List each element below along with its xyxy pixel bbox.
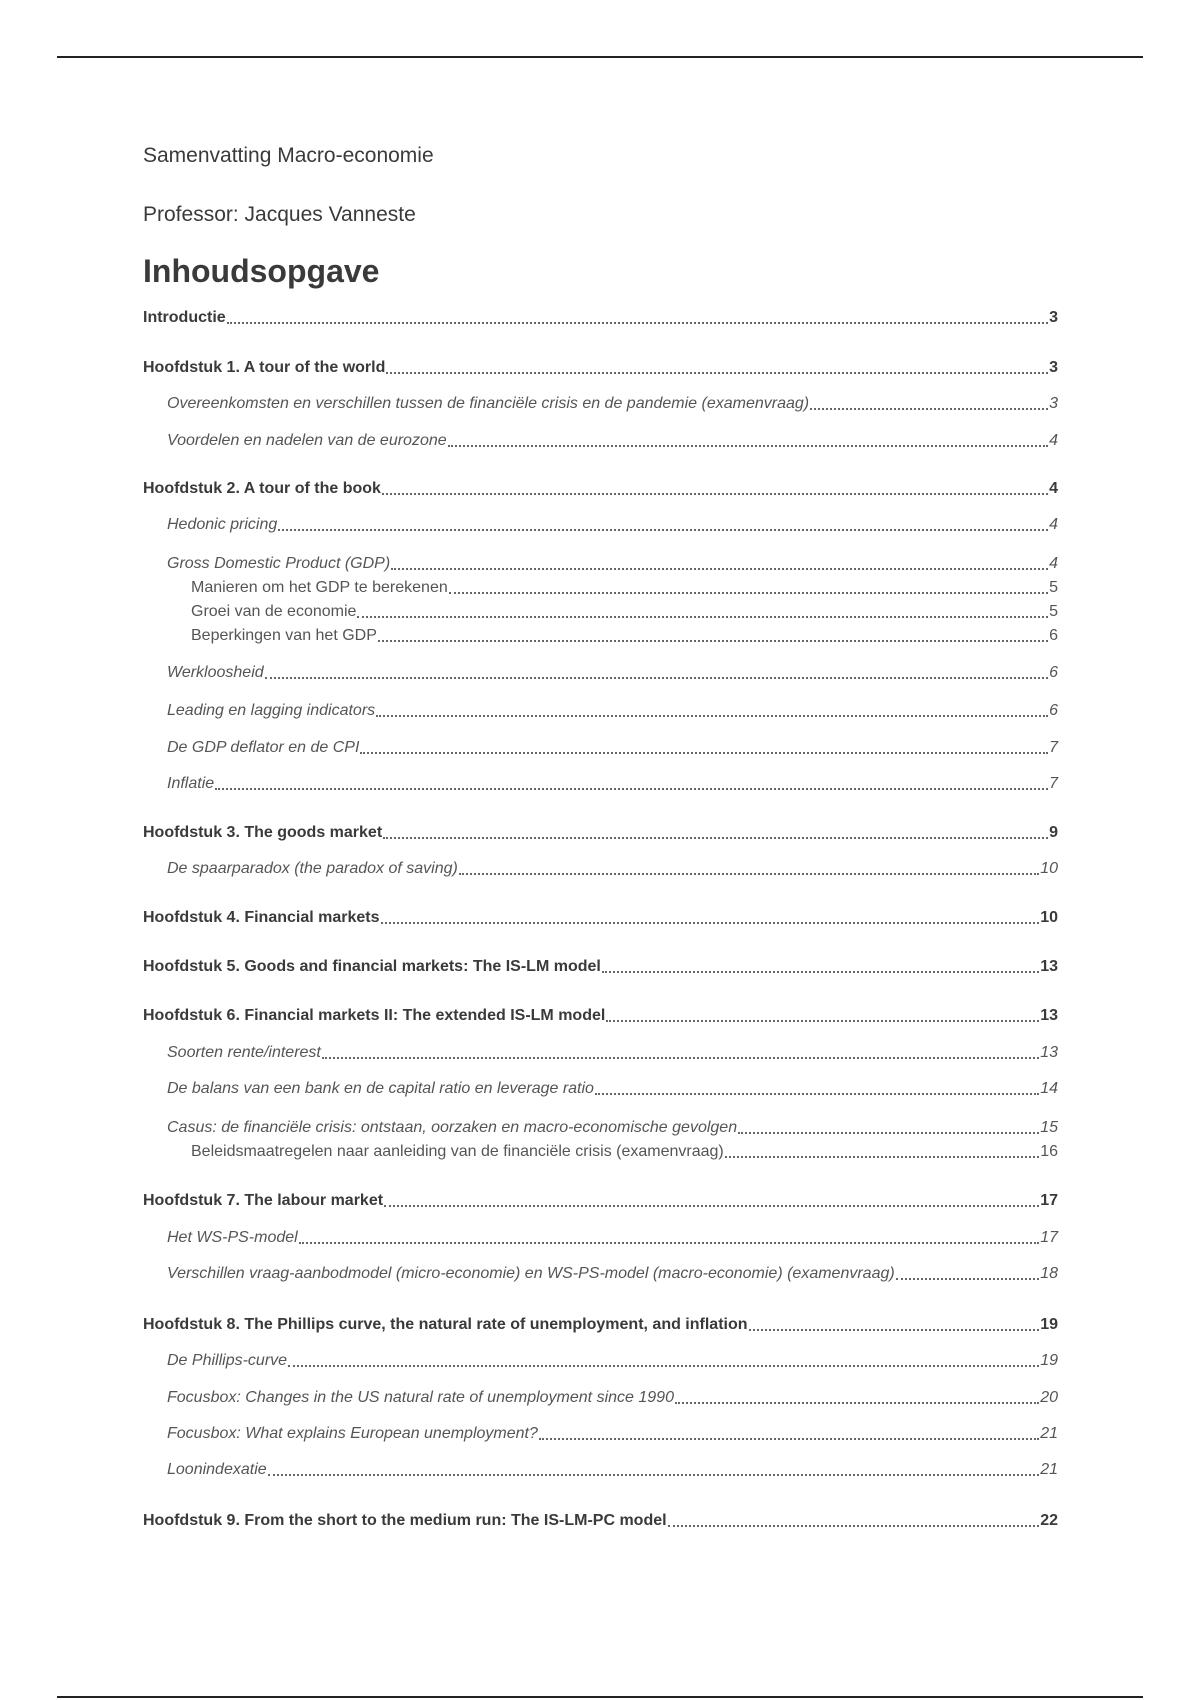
toc-entry-page-number: 22 [1040, 1512, 1058, 1529]
toc-entry[interactable] [167, 1227, 1058, 1249]
toc-entry[interactable] [167, 773, 1058, 795]
toc-dot-leader [448, 444, 1048, 447]
toc-entry-page-number: 7 [1049, 739, 1058, 756]
toc-dot-leader [378, 639, 1048, 642]
toc-entry-title: Soorten rente/interest [167, 1044, 321, 1061]
toc-dot-leader [725, 1155, 1039, 1158]
toc-entry[interactable] [143, 1005, 1058, 1027]
toc-entry-page-number: 7 [1049, 775, 1058, 792]
toc-entry-page-number: 6 [1049, 627, 1058, 644]
toc-entry-title: De balans van een bank en de capital ratio en leverage ratio [167, 1080, 594, 1097]
toc-entry[interactable] [191, 625, 1058, 647]
toc-entry-title: Hedonic pricing [167, 516, 278, 533]
toc-dot-leader [265, 676, 1048, 679]
toc-dot-leader [539, 1437, 1039, 1440]
toc-entry-title: Verschillen vraag-aanbodmodel (micro-economie) en WS-PS-model (macro-economie) (examenvraag) [167, 1265, 895, 1282]
toc-entry-title: Hoofdstuk 3. The goods market [143, 824, 383, 841]
toc-dot-leader [381, 921, 1040, 924]
toc-entry-page-number: 13 [1040, 1044, 1058, 1061]
toc-entry-title: Voordelen en nadelen van de eurozone [167, 432, 447, 449]
toc-entry[interactable] [167, 858, 1058, 880]
toc-entry-page-number: 6 [1049, 702, 1058, 719]
toc-dot-leader [738, 1131, 1039, 1134]
toc-entry-title: Casus: de financiële crisis: ontstaan, oorzaken en macro-economische gevolgen [167, 1119, 738, 1136]
toc-entry[interactable] [191, 1141, 1058, 1163]
toc-entry-title: Beleidsmaatregelen naar aanleiding van de financiële crisis (examenvraag) [191, 1143, 724, 1160]
toc-dot-leader [288, 1364, 1039, 1367]
toc-entry-page-number: 17 [1040, 1229, 1058, 1246]
toc-dot-leader [383, 836, 1048, 839]
toc-entry-page-number: 3 [1049, 359, 1058, 376]
toc-dot-leader [386, 371, 1048, 374]
toc-entry-title: Hoofdstuk 1. A tour of the world [143, 359, 386, 376]
toc-dot-leader [382, 492, 1048, 495]
toc-entry-page-number: 21 [1040, 1461, 1058, 1478]
toc-entry-page-number: 17 [1040, 1192, 1058, 1209]
toc-entry[interactable] [167, 1117, 1058, 1139]
toc-entry[interactable] [167, 1078, 1058, 1100]
toc-entry-page-number: 20 [1040, 1389, 1058, 1406]
toc-entry[interactable] [167, 1263, 1058, 1285]
toc-entry[interactable] [167, 393, 1058, 415]
toc-entry-page-number: 16 [1040, 1143, 1058, 1160]
toc-entry-title: De GDP deflator en de CPI [167, 739, 360, 756]
toc-dot-leader [227, 321, 1048, 324]
toc-dot-leader [376, 714, 1048, 717]
toc-dot-leader [459, 872, 1039, 875]
toc-entry-page-number: 14 [1040, 1080, 1058, 1097]
toc-entry-page-number: 10 [1040, 860, 1058, 877]
toc-entry-page-number: 3 [1049, 309, 1058, 326]
professor-line: Professor: Jacques Vanneste [143, 203, 416, 226]
toc-entry-page-number: 15 [1040, 1119, 1058, 1136]
toc-dot-leader [449, 591, 1048, 594]
toc-entry-page-number: 3 [1049, 395, 1058, 412]
toc-entry[interactable] [143, 357, 1058, 379]
toc-entry-page-number: 21 [1040, 1425, 1058, 1442]
toc-entry-page-number: 4 [1049, 432, 1058, 449]
toc-entry-page-number: 5 [1049, 579, 1058, 596]
toc-dot-leader [810, 407, 1048, 410]
toc-dot-leader [896, 1277, 1040, 1280]
toc-entry-page-number: 5 [1049, 603, 1058, 620]
toc-entry[interactable] [167, 662, 1058, 684]
toc-entry[interactable] [167, 1042, 1058, 1064]
toc-entry[interactable] [143, 1314, 1058, 1336]
toc-entry-title: Hoofdstuk 9. From the short to the medium run: The IS-LM-PC model [143, 1512, 667, 1529]
toc-entry-title: De spaarparadox (the paradox of saving) [167, 860, 458, 877]
toc-entry[interactable] [167, 1459, 1058, 1481]
toc-entry[interactable] [167, 700, 1058, 722]
toc-entry-title: Manieren om het GDP te berekenen [191, 579, 448, 596]
toc-entry-title: Beperkingen van het GDP [191, 627, 377, 644]
toc-entry[interactable] [167, 1350, 1058, 1372]
toc-dot-leader [595, 1092, 1039, 1095]
toc-dot-leader [749, 1328, 1040, 1331]
toc-entry-page-number: 4 [1049, 516, 1058, 533]
toc-entry-title: Hoofdstuk 8. The Phillips curve, the natural rate of unemployment, and inflation [143, 1316, 748, 1333]
toc-entry-page-number: 18 [1040, 1265, 1058, 1282]
toc-dot-leader [360, 751, 1048, 754]
toc-dot-leader [278, 528, 1048, 531]
toc-dot-leader [668, 1524, 1040, 1527]
toc-entry-page-number: 9 [1049, 824, 1058, 841]
toc-entry-title: Hoofdstuk 7. The labour market [143, 1192, 384, 1209]
toc-entry-title: Introductie [143, 309, 226, 326]
toc-entry[interactable] [167, 553, 1058, 575]
toc-entry[interactable] [143, 907, 1058, 929]
toc-entry-title: De Phillips-curve [167, 1352, 288, 1369]
toc-dot-leader [602, 970, 1039, 973]
toc-entry-page-number: 10 [1040, 909, 1058, 926]
toc-entry[interactable] [143, 956, 1058, 978]
toc-entry-title: Hoofdstuk 2. A tour of the book [143, 480, 381, 497]
toc-entry-title: Leading en lagging indicators [167, 702, 376, 719]
toc-dot-leader [322, 1056, 1039, 1059]
toc-entry[interactable] [191, 601, 1058, 623]
toc-dot-leader [384, 1204, 1039, 1207]
toc-dot-leader [357, 615, 1048, 618]
toc-entry-title: Hoofdstuk 4. Financial markets [143, 909, 380, 926]
toc-entry-title: Hoofdstuk 5. Goods and financial markets: The IS-LM model [143, 958, 601, 975]
toc-entry[interactable] [143, 1510, 1058, 1532]
toc-heading: Inhoudsopgave [143, 253, 380, 289]
toc-dot-leader [299, 1241, 1040, 1244]
toc-entry-title: Het WS-PS-model [167, 1229, 298, 1246]
toc-entry-page-number: 19 [1040, 1316, 1058, 1333]
toc-entry[interactable] [167, 514, 1058, 536]
toc-entry-page-number: 6 [1049, 664, 1058, 681]
toc-entry-page-number: 4 [1049, 555, 1058, 572]
toc-dot-leader [675, 1401, 1039, 1404]
top-rule [57, 56, 1143, 58]
toc-dot-leader [215, 787, 1048, 790]
toc-entry[interactable] [167, 1387, 1058, 1409]
toc-entry[interactable] [167, 430, 1058, 452]
toc-entry[interactable] [143, 1190, 1058, 1212]
toc-entry-title: Focusbox: What explains European unemployment? [167, 1425, 538, 1442]
toc-entry-title: Overeenkomsten en verschillen tussen de financiële crisis en de pandemie (examenvraag) [167, 395, 810, 412]
toc-entry-page-number: 19 [1040, 1352, 1058, 1369]
toc-entry-title: Groei van de economie [191, 603, 357, 620]
document-title: Samenvatting Macro-economie [143, 144, 434, 167]
toc-dot-leader [391, 567, 1048, 570]
toc-entry-title: Hoofdstuk 6. Financial markets II: The extended IS-LM model [143, 1007, 606, 1024]
toc-entry-page-number: 13 [1040, 1007, 1058, 1024]
toc-entry[interactable] [167, 737, 1058, 759]
toc-entry[interactable] [143, 822, 1058, 844]
toc-entry[interactable] [143, 478, 1058, 500]
toc-entry-title: Werkloosheid [167, 664, 264, 681]
toc-entry-title: Inflatie [167, 775, 215, 792]
toc-entry[interactable] [143, 307, 1058, 329]
toc-entry-page-number: 4 [1049, 480, 1058, 497]
toc-entry-page-number: 13 [1040, 958, 1058, 975]
toc-entry[interactable] [167, 1423, 1058, 1445]
bottom-rule [57, 1696, 1143, 1698]
toc-entry-title: Loonindexatie [167, 1461, 267, 1478]
toc-dot-leader [268, 1473, 1040, 1476]
toc-entry[interactable] [191, 577, 1058, 599]
toc-dot-leader [606, 1019, 1039, 1022]
toc-entry-title: Focusbox: Changes in the US natural rate of unemployment since 1990 [167, 1389, 674, 1406]
toc-entry-title: Gross Domestic Product (GDP) [167, 555, 391, 572]
